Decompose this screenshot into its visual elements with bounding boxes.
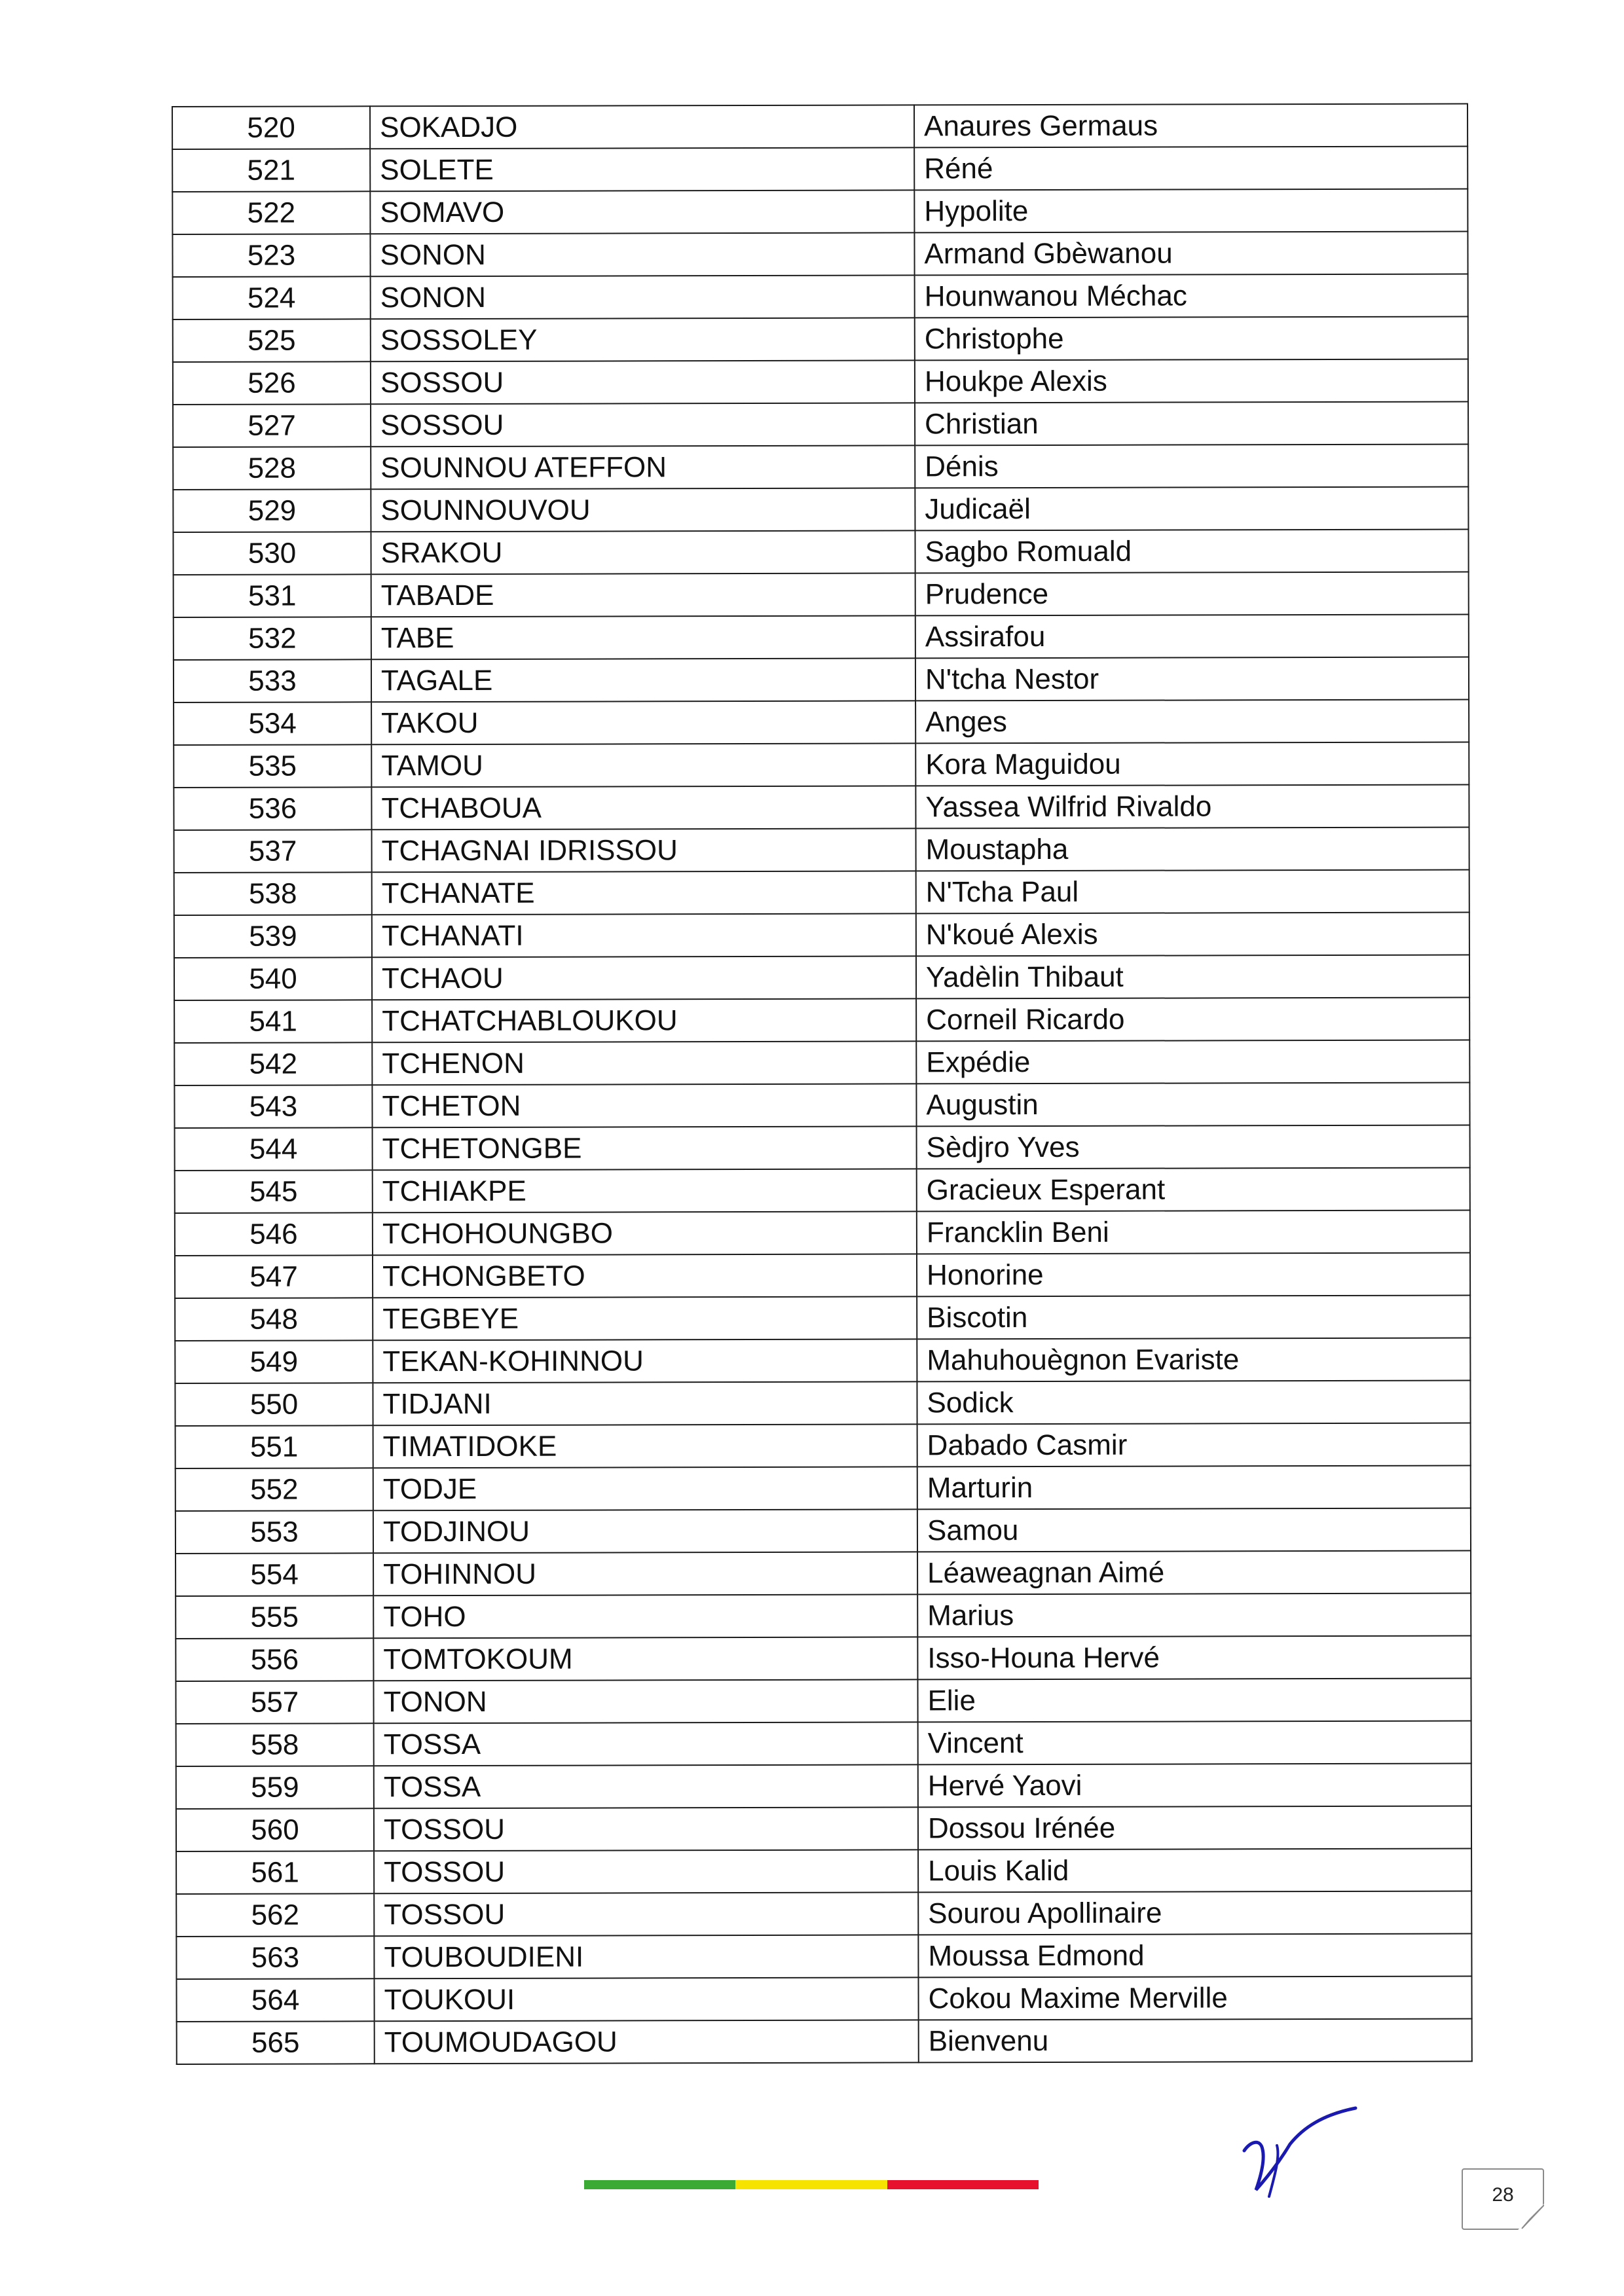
row-number-cell: 565: [177, 2021, 375, 2064]
table-row: [175, 1508, 1471, 1554]
firstname-cell: Hervé Yaovi: [918, 1764, 1471, 1808]
table-row: [174, 870, 1469, 915]
surname-cell: SONON: [370, 232, 914, 276]
surname-cell: TODJE: [373, 1467, 917, 1510]
row-number-cell: 562: [176, 1893, 374, 1937]
table-row: [175, 1466, 1471, 1511]
row-number-cell: 536: [174, 787, 371, 830]
table-row: [173, 402, 1468, 447]
row-number-cell: 552: [175, 1468, 373, 1511]
surname-cell: TCHOHOUNGBO: [373, 1211, 917, 1255]
table-row: [174, 913, 1469, 958]
table-row: [176, 1721, 1471, 1766]
row-number-cell: 543: [174, 1085, 372, 1128]
surname-cell: TCHENON: [372, 1041, 916, 1085]
firstname-cell: Corneil Ricardo: [916, 998, 1469, 1042]
table-row: [175, 1296, 1470, 1341]
surname-cell: TABE: [371, 615, 915, 659]
table-row: [174, 828, 1469, 873]
firstname-cell: Réné: [914, 147, 1467, 191]
row-number-cell: 557: [175, 1681, 373, 1724]
firstname-cell: Léaweagnan Aimé: [917, 1551, 1471, 1595]
firstname-cell: Dabado Casmir: [917, 1423, 1471, 1467]
row-number-cell: 529: [173, 489, 371, 532]
surname-cell: TABADE: [371, 573, 915, 617]
surname-cell: TEGBEYE: [373, 1296, 917, 1340]
firstname-cell: Assirafou: [915, 615, 1469, 659]
page-number-box: [1462, 2168, 1544, 2230]
table-row: [175, 1636, 1471, 1681]
surname-cell: TCHETON: [372, 1084, 916, 1127]
table-row: [175, 1551, 1471, 1596]
row-number-cell: 535: [174, 744, 371, 788]
firstname-cell: Sourou Apollinaire: [918, 1891, 1471, 1935]
table-row: [172, 104, 1467, 149]
firstname-cell: Gracieux Esperant: [917, 1168, 1470, 1212]
row-number-cell: 558: [176, 1723, 374, 1766]
firstname-cell: Yadèlin Thibaut: [916, 955, 1469, 999]
table-row: [175, 1253, 1470, 1298]
row-number-cell: 542: [174, 1042, 372, 1085]
row-number-cell: 526: [173, 361, 371, 405]
surname-cell: TCHAOU: [372, 956, 916, 1000]
firstname-cell: Expédie: [916, 1040, 1469, 1084]
table-row: [176, 1977, 1471, 2022]
firstname-cell: Hypolite: [914, 189, 1467, 233]
row-number-cell: 544: [175, 1127, 373, 1171]
firstname-cell: Houkpe Alexis: [915, 359, 1468, 403]
row-number-cell: 521: [172, 149, 370, 192]
surname-cell: SOUNNOU ATEFFON: [371, 445, 915, 489]
table-row: [175, 1381, 1470, 1426]
firstname-cell: Moussa Edmond: [918, 1934, 1471, 1978]
firstname-cell: Augustin: [916, 1083, 1469, 1127]
surname-cell: TOHO: [373, 1594, 917, 1638]
firstname-cell: Christian: [915, 402, 1468, 446]
table-row: [174, 998, 1469, 1043]
table-row: [174, 572, 1469, 617]
surname-cell: TCHIAKPE: [373, 1169, 917, 1212]
firstname-cell: N'Tcha Paul: [916, 870, 1469, 914]
surname-cell: TCHANATE: [372, 871, 916, 915]
surname-cell: SONON: [371, 275, 915, 319]
row-number-cell: 551: [175, 1425, 373, 1468]
row-number-cell: 532: [174, 617, 371, 660]
table-row: [177, 2019, 1472, 2064]
flag-stripe-green: [584, 2180, 735, 2189]
firstname-cell: Biscotin: [917, 1296, 1470, 1339]
surname-cell: SOSSOLEY: [371, 318, 915, 361]
firstname-cell: Bienvenu: [919, 2019, 1472, 2063]
surname-cell: TCHANATI: [372, 913, 916, 957]
surname-cell: TOUKOUI: [374, 1977, 918, 2021]
table-row: [175, 1168, 1470, 1213]
surname-cell: SOMAVO: [370, 190, 914, 234]
flag-stripe-red: [887, 2180, 1039, 2189]
table-row: [176, 1806, 1471, 1851]
surname-cell: TONON: [373, 1679, 917, 1723]
row-number-cell: 523: [172, 234, 370, 277]
firstname-cell: Sodick: [917, 1381, 1470, 1425]
surname-cell: SOLETE: [370, 147, 914, 191]
table-row: [175, 1594, 1471, 1639]
row-number-cell: 530: [173, 532, 371, 575]
row-number-cell: 550: [175, 1383, 373, 1426]
row-number-cell: 531: [174, 574, 371, 617]
surname-cell: TOHINNOU: [373, 1552, 917, 1595]
surname-cell: TOSSOU: [374, 1850, 918, 1893]
row-number-cell: 554: [175, 1553, 373, 1596]
flag-stripe-yellow: [735, 2180, 887, 2189]
surname-cell: TIDJANI: [373, 1381, 917, 1425]
firstname-cell: Judicaël: [915, 487, 1468, 531]
table-row: [173, 359, 1468, 405]
firstname-cell: Sèdjro Yves: [917, 1125, 1470, 1169]
row-number-cell: 522: [172, 191, 370, 234]
firstname-cell: Honorine: [917, 1253, 1470, 1297]
flag-color-bar: [584, 2180, 1039, 2189]
table-row: [172, 147, 1467, 192]
firstname-cell: Armand Gbèwanou: [914, 232, 1467, 276]
table-row: [174, 1083, 1469, 1128]
table-row: [174, 1040, 1469, 1085]
row-number-cell: 548: [175, 1298, 373, 1341]
surname-cell: SOKADJO: [370, 105, 914, 149]
firstname-cell: Dossou Irénée: [918, 1806, 1471, 1850]
firstname-cell: Anaures Germaus: [914, 104, 1467, 148]
row-number-cell: 540: [174, 957, 372, 1000]
firstname-cell: Yassea Wilfrid Rivaldo: [915, 785, 1469, 829]
row-number-cell: 546: [175, 1212, 373, 1256]
table-row: [173, 530, 1468, 575]
table-row: [174, 657, 1469, 702]
row-number-cell: 555: [175, 1595, 373, 1639]
row-number-cell: 534: [174, 702, 371, 745]
firstname-cell: Francklin Beni: [917, 1211, 1470, 1254]
surname-cell: TODJINOU: [373, 1509, 917, 1553]
surname-cell: SOSSOU: [371, 403, 915, 446]
row-number-cell: 538: [174, 872, 372, 915]
table-row: [174, 700, 1469, 745]
firstname-cell: Vincent: [918, 1721, 1471, 1765]
table-row: [174, 742, 1469, 788]
table-row: [176, 1764, 1471, 1809]
table-row: [174, 785, 1469, 830]
row-number-cell: 524: [173, 276, 371, 319]
roster-table: [172, 103, 1473, 2065]
surname-cell: TIMATIDOKE: [373, 1424, 917, 1468]
row-number-cell: 564: [176, 1978, 374, 2022]
surname-cell: SRAKOU: [371, 530, 915, 574]
table-row: [172, 232, 1467, 277]
row-number-cell: 533: [174, 659, 371, 702]
firstname-cell: Samou: [917, 1508, 1471, 1552]
firstname-cell: Mahuhouègnon Evariste: [917, 1338, 1470, 1382]
row-number-cell: 549: [175, 1340, 373, 1383]
row-number-cell: 560: [176, 1808, 374, 1851]
surname-cell: SOSSOU: [371, 360, 915, 404]
firstname-cell: Anges: [915, 700, 1469, 744]
table-row: [176, 1891, 1471, 1937]
row-number-cell: 563: [176, 1936, 374, 1979]
table-row: [174, 615, 1469, 660]
firstname-cell: Christophe: [915, 317, 1468, 361]
row-number-cell: 528: [173, 446, 371, 490]
firstname-cell: Elie: [917, 1679, 1471, 1722]
row-number-cell: 556: [175, 1638, 373, 1681]
row-number-cell: 547: [175, 1255, 373, 1298]
table-row: [173, 445, 1468, 490]
table-row: [172, 189, 1467, 234]
table-row: [176, 1849, 1471, 1894]
firstname-cell: Marius: [917, 1594, 1471, 1637]
handwritten-signature: [1231, 2105, 1375, 2223]
firstname-cell: Isso-Houna Hervé: [917, 1636, 1471, 1680]
surname-cell: TAKOU: [371, 701, 915, 744]
page-number: 28: [1492, 2184, 1514, 2206]
table-row: [175, 1679, 1471, 1724]
page-curl-icon: [1518, 2204, 1544, 2230]
surname-cell: TCHONGBETO: [373, 1254, 917, 1298]
row-number-cell: 541: [174, 1000, 372, 1043]
row-number-cell: 559: [176, 1766, 374, 1809]
surname-cell: TAGALE: [371, 658, 915, 702]
row-number-cell: 520: [172, 106, 370, 149]
surname-cell: TOSSA: [374, 1722, 918, 1766]
firstname-cell: Hounwanou Méchac: [915, 274, 1468, 318]
table-row: [173, 487, 1468, 532]
roster-table-body: [172, 104, 1472, 2064]
surname-cell: TCHAGNAI IDRISSOU: [372, 828, 916, 872]
firstname-cell: Cokou Maxime Merville: [918, 1977, 1471, 2020]
surname-cell: SOUNNOUVOU: [371, 488, 915, 532]
table-row: [175, 1423, 1471, 1468]
surname-cell: TOUBOUDIENI: [374, 1935, 918, 1978]
firstname-cell: N'tcha Nestor: [915, 657, 1469, 701]
surname-cell: TCHATCHABLOUKOU: [372, 998, 916, 1042]
surname-cell: TOMTOKOUM: [373, 1637, 917, 1681]
surname-cell: TOUMOUDAGOU: [375, 2020, 919, 2064]
table-row: [174, 955, 1469, 1000]
surname-cell: TCHETONGBE: [373, 1126, 917, 1170]
row-number-cell: 545: [175, 1170, 373, 1213]
surname-cell: TEKAN-KOHINNOU: [373, 1339, 917, 1383]
row-number-cell: 539: [174, 915, 372, 958]
table-row: [175, 1211, 1470, 1256]
firstname-cell: Dénis: [915, 445, 1468, 488]
row-number-cell: 527: [173, 404, 371, 447]
firstname-cell: Louis Kalid: [918, 1849, 1471, 1893]
surname-cell: TOSSOU: [374, 1807, 918, 1851]
surname-cell: TOSSOU: [374, 1892, 918, 1936]
firstname-cell: Marturin: [917, 1466, 1471, 1510]
table-row: [176, 1934, 1471, 1979]
firstname-cell: Moustapha: [916, 828, 1469, 871]
row-number-cell: 553: [175, 1510, 373, 1554]
table-row: [175, 1125, 1470, 1171]
firstname-cell: N'koué Alexis: [916, 913, 1469, 957]
row-number-cell: 525: [173, 319, 371, 362]
row-number-cell: 537: [174, 829, 372, 873]
surname-cell: TOSSA: [374, 1764, 918, 1808]
table-row: [173, 317, 1468, 362]
firstname-cell: Kora Maguidou: [915, 742, 1469, 786]
surname-cell: TCHABOUA: [371, 786, 915, 829]
firstname-cell: Prudence: [915, 572, 1469, 616]
firstname-cell: Sagbo Romuald: [915, 530, 1468, 574]
table-row: [175, 1338, 1470, 1383]
surname-cell: TAMOU: [371, 743, 915, 787]
row-number-cell: 561: [176, 1851, 374, 1894]
table-row: [173, 274, 1468, 319]
